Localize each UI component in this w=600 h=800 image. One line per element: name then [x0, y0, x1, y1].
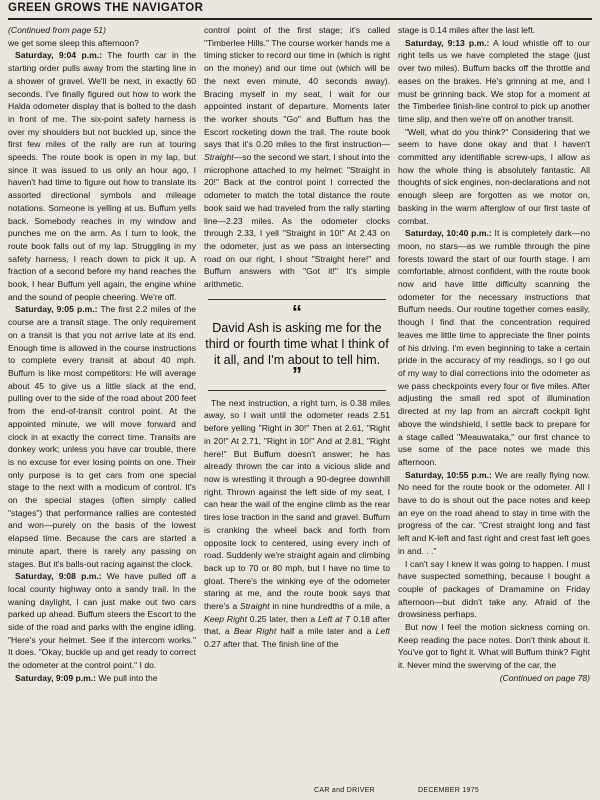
paragraph-text: control point of the first stage; it's called "Timberlee Hills." The course worker hands me a timing sticker to record our time in (which is right on the money) and our time out (which will be the next even minute, 40 seconds away). Bracing myself in my seat, I wait for our appointed instant of departure. Moments later the worker shouts "Go" and Buffum has the Escort rocketing down the trail. The route book says that it's 0.20 miles to the first instruction—	[204, 25, 390, 150]
instruction-text: Bear Right	[233, 626, 277, 637]
timestamp: Saturday, 9:13 p.m.:	[405, 37, 490, 48]
header-rule	[8, 18, 592, 20]
page-header: GREEN GROWS THE NAVIGATOR	[8, 2, 204, 14]
paragraph-text: The fourth car in the starting order pulls away from the starting line in a shower of gravel. We'll be next, in exactly 60 seconds. I've finally figured out how to work the Halda odometer display that is bolted to the dash in front of me. The six-point safety harness is over my shoulders but not buckled up, since the first few miles of the rally are run at touring speeds. The route book is open in my lap, but since it was issued to us only an hour ago, I haven't had time to figure out how to translate its assorted directional symbols and mileage notations. Someone is yelling at us. Buffum yells back. Somebody reaches in my window and punches me on the arm. As I turn to look, the route book falls out of my lap. Struggling in my safety harness, I reach down to pick it up. A fraction of a second before my hand reaches the book, I hear Buffum yell again, the engine whine and the sound of people cheering. We're off.	[8, 50, 196, 302]
paragraph-text: We are really flying now. No need for the route book or the odometer. All I have to do is shout out the pace notes and keep an eye on the road ahead to stay in time with the progress of the car. "Crest straight long and fast left and K-left and fast right and crest fast left goes in and. . ."	[398, 469, 590, 556]
footer-date: DECEMBER 1975	[418, 787, 480, 794]
footer-magazine: CAR and DRIVER	[314, 787, 375, 794]
continued-on: (Continued on page 78)	[499, 672, 590, 683]
instruction-text: Left at T	[317, 613, 351, 624]
paragraph-text: The next instruction, a right turn, is 0.38 miles away, so I wait until the odometer reads 2.51 before yelling "Right in 30!" Then at 2.61, "Right in 20!" At 2.71, "Right in 10!" And at 2.81, "Right here!" But Buffum doesn't answer; he has already thrown the car into a vicious slide and now is wrestling it through a 90-degree downhill right. Thrown against the left side of my seat, I can hear the wail of the engine climb as the rear tires lose traction in the sand and gravel. Buffum is cranking the wheel back and forth from opposite lock to centered, using every inch of road. Suddenly we're straight again and climbing back up to 70 or 80 mph, but I have no time to gloat. There's the winking eye of the odometer staring at me, and the route book says that there's a	[204, 397, 390, 612]
paragraph-text: The first 2.2 miles of the course are a transit stage. The only requirement on a transit is that you not arrive late at its end. Enough time is allowed in the course instructions to complete every transit at about 40 mph. Buffum is like most competitors: He will average about 45 to give us a little slack at the end, pulling over to the side of the road about 200 feet from the end-of-transit control point. At the appointed minute, we will move forward and clock in at exactly the correct time. Transits are donkey work; unless you have car trouble, there is no excuse for ever losing points on one. Their only purpose is to get cars from one special stage to the next with a modicum of control. It's on the special stages (often simply called "stages") that performance rallies are contested and won—purely on the basis of the lowest elapsed time. Because the cars are started a minute apart, there is rarely any passing on stages. But it's balls-out racing against the clock.	[8, 304, 196, 569]
column-2	[204, 24, 390, 782]
paragraph: we get some sleep this afternoon?	[8, 37, 139, 48]
timestamp: Saturday, 10:40 p.m.:	[405, 228, 492, 239]
paragraph-text: 0.18 after that, a	[204, 613, 390, 637]
column-1	[8, 24, 196, 782]
paragraph-text: in nine hundredths of a mile, a	[269, 601, 390, 612]
pull-quote-rule	[208, 299, 386, 300]
timestamp: Saturday, 9:04 p.m.:	[15, 50, 102, 61]
paragraph	[398, 469, 590, 558]
paragraph-text: It is completely dark—no moon, no stars—as we rumble through the pine forests toward the start of our fourth stage. I am comfortable, almost confident, with the route book now and have little difficulty scanning the odometer for the necessary instructions that Buffum needs. Our routine together comes easily, though I find that the concentration required leaves me little time to appreciate the finer points of his driving. I'm even beginning to take a certain pride in the accuracy of my readings, so I go out of my way to dial corrections into the odometer as we pass checkpoints every four or five miles. After adjusting the small red spot of illumination directed at my lap from an aircraft cockpit light above the windshield, I settle back to prepare for a stage called "Meauwataka," our first chance to use some of the pace notes we made this afternoon.	[398, 228, 590, 467]
column-3	[398, 24, 590, 782]
paragraph: stage is 0.14 miles after the last left.	[398, 25, 536, 35]
timestamp: Saturday, 10:55 p.m.:	[405, 469, 492, 480]
paragraph-text: We pull into the	[96, 672, 158, 683]
instruction-text: Keep Right	[204, 613, 247, 624]
timestamp: Saturday, 9:09 p.m.:	[15, 672, 97, 683]
instruction-text: Straight	[204, 152, 234, 163]
paragraph: But now I feel the motion sickness coming on. Keep reading the pace notes. Don't think about it. You've got to fight it. What will Buffum think? Fight it. Never mind the swerving of the car, the	[398, 622, 590, 671]
paragraph	[398, 227, 590, 468]
instruction-text: Left	[375, 626, 390, 637]
instruction-text: Straight	[239, 601, 270, 612]
pull-quote-rule	[208, 390, 386, 391]
paragraph	[204, 397, 390, 651]
timestamp: Saturday, 9:05 p.m.:	[15, 304, 98, 315]
paragraph-text: half a mile later and a	[276, 626, 376, 637]
paragraph: I can't say I knew it was going to happen. I must have suspected something, because I bought a couple of packages of Dramamine on Friday afternoon—but didn't take any. Afraid of the drowsiness perhaps.	[398, 558, 590, 620]
paragraph-text: 0.25 later, then a	[246, 613, 318, 624]
close-quote-icon: ”	[292, 363, 302, 386]
pull-quote-text: David Ash is asking me for the third or fourth time what I think of it all, and I'm about to tell him.	[205, 320, 389, 367]
paragraph-text: 0.27 after that. The finish line of the	[204, 639, 339, 650]
timestamp: Saturday, 9:08 p.m.:	[15, 571, 102, 582]
paragraph	[8, 303, 196, 570]
paragraph	[398, 37, 590, 126]
paragraph-text: We have pulled off a local county highway onto a sandy trail. In the waning daylight, I can just make out two cars parked up ahead. Buffum steers the Escort to the side of the road and parks with the engine idling. "Here's your helmet. See if the intercom works." It does. "Okay, buckle up and get ready to correct the odometer at the control point." I do.	[8, 571, 196, 671]
paragraph	[8, 672, 196, 685]
paragraph-text: A loud whistle off to our right tells us we have completed the stage (just over two miles). Buffum backs off the throttle and eases on the brakes. He's grinning at me, and I must be grinning back. We stop for a moment at the Timberlee finish-line control to pick up another time slip, and then we're off on another transit.	[398, 37, 590, 124]
continued-from: (Continued from page 51)	[8, 25, 106, 35]
paragraph	[204, 24, 390, 291]
paragraph: "Well, what do you think?" Considering that we seem to have done okay and that I haven't committed any identifiable screw-ups, I allow as how the whole thing is absolutely fantastic. All thoughts of sick engines, non-declarations and not enough sleep are forgotten as we motor on, basking in the warm afterglow of our first taste of combat.	[398, 126, 590, 226]
open-quote-icon: “	[292, 301, 302, 324]
paragraph	[8, 49, 196, 303]
paragraph	[8, 570, 196, 672]
paragraph-text: —so the second we start, I shout into the microphone attached to my helmet: "Straight in 20!" Back at the control point I corrected the odometer to match the total distance the route book said we had traveled from the rally starting line—2.23 miles. As the odometer clocks through 2.33, I yell "Straight in 10!" At 2.43 on the odometer, just as we pass an intersecting road on our right, I shout "Straight here!" and Buffum answers with "Got it!" It's simple arithmetic.	[204, 152, 390, 290]
pull-quote	[204, 299, 390, 391]
